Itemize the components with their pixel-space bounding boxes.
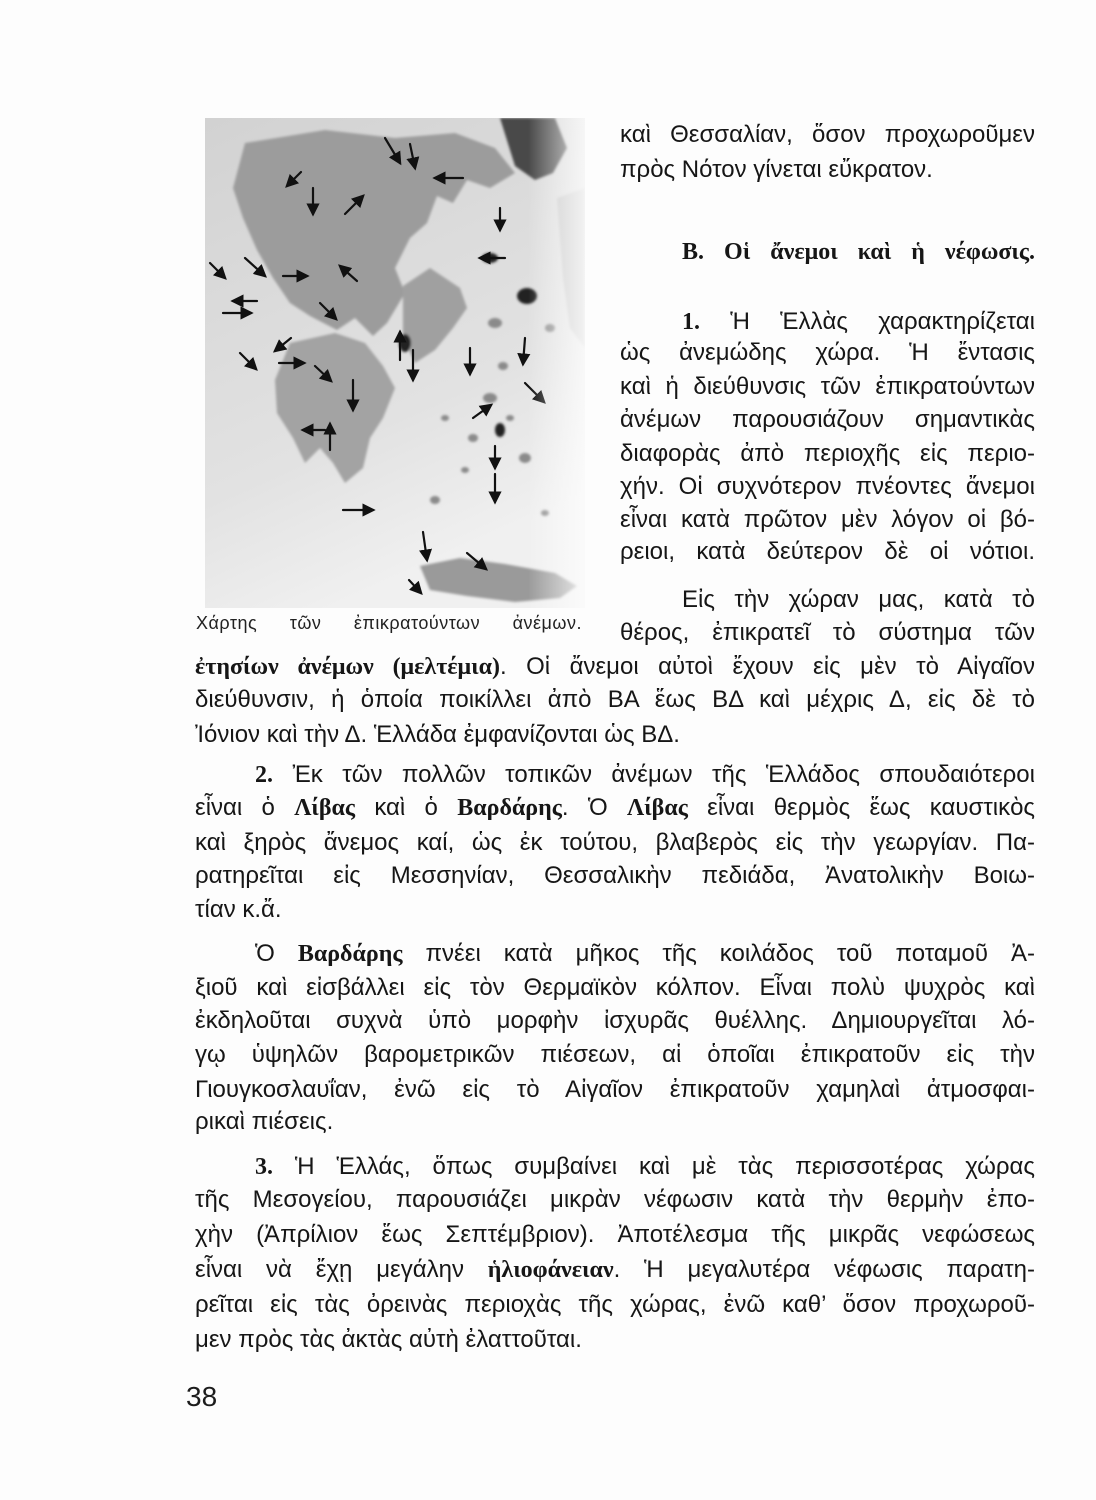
text-line: καὶ ξηρὸς ἄνεμος καί, ὡς ἐκ τούτου, βλαβερὸς εἰς τὴν γεωργίαν. Πα- <box>195 829 1035 856</box>
text-run: καὶ ὁ <box>355 794 458 821</box>
text-line <box>195 1255 1035 1285</box>
text-run: . Οἱ ἄνεμοι αὐτοὶ ἔχουν εἰς μὲν τὸ Αἰγαῖον <box>499 653 1036 680</box>
text-line: Εἰς τὴν χώραν μας, κατὰ τὸ <box>682 586 1035 613</box>
bold-term: Βαρδάρης <box>457 795 562 821</box>
text-line: πρὸς Νότον γίνεται εὔκρατον. <box>620 156 933 183</box>
text-line <box>255 939 1035 969</box>
text-line: ὡς ἀνεμώδης χώρα. Ἡ ἔντασις <box>620 339 1035 366</box>
text-line: διαφορὰς ἀπὸ περιοχῆς εἰς περιο- <box>620 440 1035 467</box>
text-line: ρεῖται εἰς τὰς ὀρεινὰς περιοχὰς τῆς χώρας, ἐνῶ καθ’ ὅσον προχωροῦ- <box>195 1291 1035 1318</box>
text-line: καὶ Θεσσαλίαν, ὅσον προχωροῦμεν <box>620 121 1035 148</box>
text-line: ρατηρεῖται εἰς Μεσσηνίαν, Θεσσαλικὴν πεδιάδα, Ἀνατολικὴν Βοιω- <box>195 862 1035 889</box>
text-line: μεν πρὸς τὰς ἀκτὰς αὐτὴ ἐλαττοῦται. <box>195 1326 582 1353</box>
section-heading: Β. Οἱ ἄνεμοι καὶ ἡ νέφωσις. <box>682 239 1035 265</box>
text-line: εἶναι κατὰ πρῶτον μὲν λόγον οἱ βό- <box>620 506 1035 533</box>
text-line: Ἰόνιον καὶ τὴν Δ. Ἑλλάδα ἐμφανίζονται ὡς ΒΔ. <box>195 721 680 748</box>
text-run: Ὁ <box>255 940 298 967</box>
bold-term: ἐτησίων ἀνέμων (μελτέμια) <box>195 654 500 680</box>
bold-term: Βαρδάρης <box>297 941 403 967</box>
text-line <box>195 652 1035 682</box>
page-number: 38 <box>186 1381 218 1412</box>
text-line: γῳ ὑψηλῶν βαρομετρικῶν πιέσεων, αἱ ὁποῖαι ἐπικρατοῦν εἰς τὴν <box>195 1041 1035 1068</box>
text-line: ρειοι, κατὰ δεύτερον δὲ οἱ νότιοι. <box>620 538 1035 565</box>
paragraph-number: 3. <box>255 1154 273 1180</box>
text-run: Ἡ Ἑλλάς, ὅπως συμβαίνει καὶ μὲ τὰς περισσοτέρας χώρας <box>273 1153 1035 1180</box>
paragraph-number: 2. <box>255 762 273 788</box>
text-line: ἀνέμων παρουσιάζουν σημαντικὰς <box>620 406 1035 433</box>
text-run: εἶναι νὰ ἔχῃ μεγάλην <box>195 1256 488 1283</box>
scan-edge-fade <box>205 118 585 608</box>
text-run: εἶναι ὁ <box>195 794 295 821</box>
text-line: χὴν (Ἀπρίλιον ἕως Σεπτέμβριον). Ἀποτέλεσμα τῆς μικρᾶς νεφώσεως <box>195 1221 1035 1248</box>
text-run: . Ὁ <box>561 794 628 821</box>
text-line: ξιοῦ καὶ εἰσβάλλει εἰς τὸν Θερμαϊκὸν κόλπον. Εἶναι πολὺ ψυχρὸς καὶ <box>195 974 1035 1001</box>
text-line: χήν. Οἱ συχνότερον πνέοντες ἄνεμοι <box>620 473 1035 500</box>
wind-map-figure <box>205 118 585 608</box>
text-line: θέρος, ἐπικρατεῖ τὸ σύστημα τῶν <box>620 619 1035 646</box>
text-run: Ἡ Ἑλλὰς χαρακτηρίζεται <box>700 308 1035 335</box>
text-line <box>682 307 1035 337</box>
text-run: Ἐκ τῶν πολλῶν τοπικῶν ἀνέμων τῆς Ἑλλάδος σπουδαιότεροι <box>273 761 1035 788</box>
text-line: Γιουγκοσλαυΐαν, ἐνῶ εἰς τὸ Αἰγαῖον ἐπικρατοῦν χαμηλαὶ ἀτμοσφαι- <box>195 1076 1035 1103</box>
text-line: διεύθυνσιν, ἡ ὁποία ποικίλλει ἀπὸ ΒΑ ἕως ΒΔ καὶ μέχρις Δ, εἰς δὲ τὸ <box>195 686 1035 713</box>
paragraph-number: 1. <box>682 309 700 335</box>
text-run: πνέει κατὰ μῆκος τῆς κοιλάδος τοῦ ποταμοῦ Ἀ- <box>402 940 1035 967</box>
text-line <box>195 793 1035 823</box>
bold-term: Λίβας <box>294 795 356 821</box>
text-line: τίαν κ.ἄ. <box>195 896 282 923</box>
text-line <box>255 1152 1035 1182</box>
text-line <box>255 760 1035 790</box>
bold-term: ἡλιοφάνειαν <box>487 1257 614 1283</box>
bold-term: Λίβας <box>627 795 688 821</box>
text-line: ρικαὶ πιέσεις. <box>195 1108 334 1135</box>
text-run: εἶναι θερμὸς ἕως καυστικὸς <box>687 794 1036 821</box>
text-line: ἐκδηλοῦται συχνὰ ὑπὸ μορφὴν ἰσχυρᾶς θυέλλης. Δημιουργεῖται λό- <box>195 1007 1035 1034</box>
figure-caption: Χάρτης τῶν ἐπικρατούντων ἀνέμων. <box>196 613 582 633</box>
text-line: καὶ ἡ διεύθυνσις τῶν ἐπικρατούντων <box>620 373 1035 400</box>
wind-map <box>205 118 585 608</box>
text-line: τῆς Μεσογείου, παρουσιάζει μικρὰν νέφωσιν κατὰ τὴν θερμὴν ἐπο- <box>195 1186 1035 1213</box>
text-run: . Ἡ μεγαλυτέρα νέφωσις παρατη- <box>613 1256 1035 1283</box>
